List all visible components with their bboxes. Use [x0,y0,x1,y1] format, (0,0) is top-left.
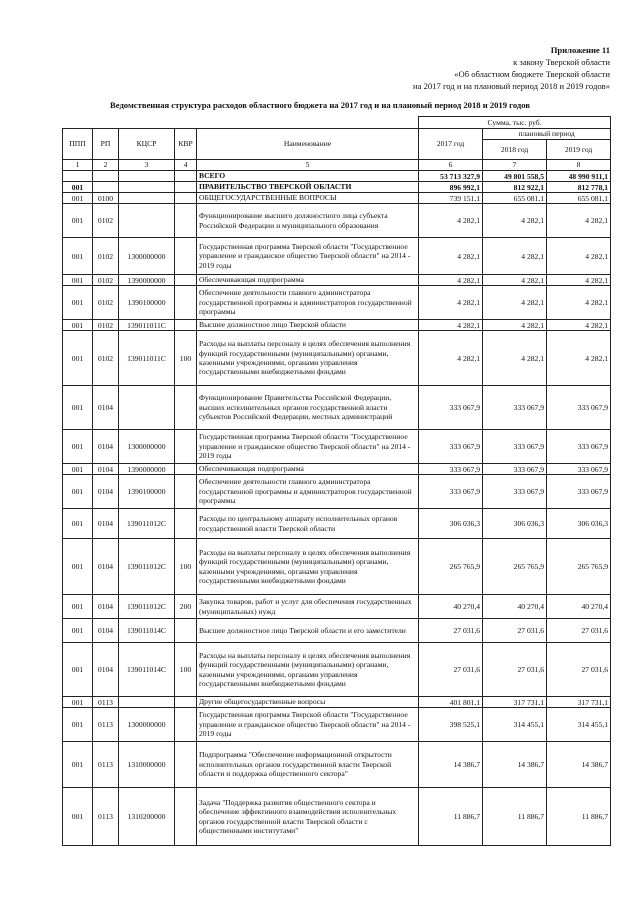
cell-name: Высшее должностное лицо Тверской области [197,320,419,331]
cell-2017: 14 386,7 [419,742,483,788]
cell-kcsr: 1300000000 [119,238,175,275]
cell-2017: 896 992,1 [419,182,483,193]
cell-name: Функционирование высшего должностного лица субъекта Российской Федерации и муниципального образования [197,204,419,238]
cell-ppp: 001 [63,643,93,697]
cell-rp: 0113 [93,708,119,742]
cell-ppp: 001 [63,742,93,788]
table-row [63,193,611,204]
cell-2018: 4 282,1 [483,238,547,275]
cell-2018: 11 886,7 [483,788,547,846]
appendix-line: к закону Тверской области [513,57,610,67]
cell-2017: 306 036,3 [419,509,483,539]
cell-2017: 4 282,1 [419,286,483,320]
cell-kvr [175,509,197,539]
column-number: 4 [175,160,197,171]
cell-2019: 333 067,9 [547,430,611,464]
cell-name: Обеспечение деятельности главного администратора государственной программы и администраторов государственной программы [197,286,419,320]
cell-2017: 333 067,9 [419,386,483,430]
cell-name: Государственная программа Тверской области "Государственное управление и гражданское общество Тверской области" на 2014 - 2019 годы [197,430,419,464]
cell-rp: 0104 [93,430,119,464]
column-number: 1 [63,160,93,171]
cell-rp: 0104 [93,475,119,509]
table-row [63,204,611,238]
cell-kcsr: 139011012С [119,595,175,619]
column-number: 7 [483,160,547,171]
table-row [63,539,611,595]
appendix-line: на 2017 год и на плановый период 2018 и 2019 годов» [413,81,610,91]
table-row [63,238,611,275]
header-planned-period: плановый период [483,129,611,140]
table-row [63,595,611,619]
cell-2018: 333 067,9 [483,464,547,475]
cell-ppp: 001 [63,193,93,204]
cell-rp: 0104 [93,509,119,539]
cell-rp: 0102 [93,331,119,386]
table-row [63,275,611,286]
cell-name: Государственная программа Тверской области "Государственное управление и гражданское общество Тверской области" на 2014 - 2019 годы [197,708,419,742]
table-row [63,619,611,643]
cell-kvr [175,619,197,643]
table-row [63,742,611,788]
cell-kcsr: 139011012С [119,509,175,539]
cell-rp: 0113 [93,697,119,708]
header-name: Наименование [197,129,419,160]
cell-2019: 333 067,9 [547,475,611,509]
column-number: 3 [119,160,175,171]
cell-kvr: 100 [175,539,197,595]
cell-kcsr: 139011014С [119,643,175,697]
cell-kcsr: 1390100000 [119,475,175,509]
cell-2019: 4 282,1 [547,204,611,238]
table-row [63,509,611,539]
cell-kcsr: 1310200000 [119,788,175,846]
cell-kcsr [119,386,175,430]
cell-ppp: 001 [63,788,93,846]
cell-name: Расходы по центральному аппарату исполнительных органов государственной власти Тверской области [197,509,419,539]
cell-2017: 4 282,1 [419,331,483,386]
cell-rp: 0102 [93,286,119,320]
cell-name: Обеспечивающая подпрограмма [197,275,419,286]
cell-rp: 0113 [93,742,119,788]
column-number: 6 [419,160,483,171]
cell-kcsr: 1390100000 [119,286,175,320]
table-row [63,464,611,475]
cell-2019: 314 455,1 [547,708,611,742]
cell-2019: 11 886,7 [547,788,611,846]
cell-2017: 333 067,9 [419,430,483,464]
cell-rp: 0102 [93,238,119,275]
cell-ppp: 001 [63,464,93,475]
cell-2017: 398 525,1 [419,708,483,742]
unit-label: Сумма, тыс. руб. [419,117,611,129]
cell-2018: 306 036,3 [483,509,547,539]
cell-ppp: 001 [63,475,93,509]
cell-2017: 27 031,6 [419,643,483,697]
cell-2017: 11 886,7 [419,788,483,846]
table-row [63,286,611,320]
cell-2018: 4 282,1 [483,331,547,386]
cell-kcsr [119,182,175,193]
cell-2018: 27 031,6 [483,619,547,643]
cell-rp: 0102 [93,275,119,286]
cell-kvr [175,286,197,320]
cell-ppp: 001 [63,286,93,320]
cell-kvr [175,475,197,509]
cell-kcsr [119,697,175,708]
table-row [63,788,611,846]
cell-2019: 14 386,7 [547,742,611,788]
cell-rp: 0102 [93,204,119,238]
table-row [63,386,611,430]
cell-2018: 333 067,9 [483,475,547,509]
cell-2019: 655 081,1 [547,193,611,204]
table-row [63,182,611,193]
cell-ppp: 001 [63,238,93,275]
cell-kvr [175,320,197,331]
appendix-title: Приложение 11 [550,45,610,55]
budget-table [62,116,611,846]
cell-ppp: 001 [63,182,93,193]
cell-rp: 0104 [93,643,119,697]
cell-2018: 317 731,1 [483,697,547,708]
cell-rp: 0104 [93,539,119,595]
cell-kvr: 100 [175,643,197,697]
column-number: 8 [547,160,611,171]
cell-kvr [175,275,197,286]
cell-kcsr [119,193,175,204]
column-number: 5 [197,160,419,171]
cell-2017: 333 067,9 [419,475,483,509]
cell-name: Расходы на выплаты персоналу в целях обеспечения выполнения функций государственными (муниципальными) органами, казенными учреждениями, органами управления государственными внебюджетными фондами [197,331,419,386]
cell-name: Обеспечение деятельности главного администратора государственной программы и администраторов государственной программы [197,475,419,509]
cell-name: Закупка товаров, работ и услуг для обеспечения государственных (муниципальных) нужд [197,595,419,619]
table-row [63,171,611,182]
cell-kcsr: 139011014С [119,619,175,643]
cell-2019: 812 778,1 [547,182,611,193]
cell-2017: 333 067,9 [419,464,483,475]
cell-2018: 655 081,1 [483,193,547,204]
cell-2017: 401 801,1 [419,697,483,708]
cell-ppp [63,171,93,182]
cell-kvr: 200 [175,595,197,619]
cell-rp: 0113 [93,788,119,846]
cell-2019: 4 282,1 [547,331,611,386]
cell-ppp: 001 [63,275,93,286]
header-2018: 2018 год [483,140,547,160]
cell-kvr [175,788,197,846]
cell-2019: 48 990 911,1 [547,171,611,182]
cell-name: ПРАВИТЕЛЬСТВО ТВЕРСКОЙ ОБЛАСТИ [197,182,419,193]
cell-kvr [175,430,197,464]
cell-name: Задача "Поддержка развития общественного сектора и обеспечение эффективного взаимодействия исполнительных органов государственной власти Тверской области с общественными институтами" [197,788,419,846]
cell-name: Государственная программа Тверской области "Государственное управление и гражданское общество Тверской области" на 2014 - 2019 годы [197,238,419,275]
cell-2017: 4 282,1 [419,275,483,286]
header-2019: 2019 год [547,140,611,160]
cell-kvr [175,386,197,430]
cell-name: Высшее должностное лицо Тверской области и его заместители [197,619,419,643]
cell-rp: 0100 [93,193,119,204]
cell-2017: 40 270,4 [419,595,483,619]
cell-2019: 27 031,6 [547,619,611,643]
cell-kcsr [119,204,175,238]
cell-2018: 27 031,6 [483,643,547,697]
cell-2018: 265 765,9 [483,539,547,595]
cell-kvr [175,742,197,788]
cell-kvr [175,204,197,238]
cell-2018: 40 270,4 [483,595,547,619]
cell-ppp: 001 [63,595,93,619]
cell-2017: 4 282,1 [419,238,483,275]
cell-2018: 4 282,1 [483,320,547,331]
appendix-block [413,44,610,92]
cell-kcsr: 1310000000 [119,742,175,788]
table-row [63,320,611,331]
table-row [63,643,611,697]
cell-2018: 812 922,1 [483,182,547,193]
cell-kvr [175,182,197,193]
cell-2019: 27 031,6 [547,643,611,697]
table-row [63,708,611,742]
cell-kvr [175,708,197,742]
cell-2019: 333 067,9 [547,386,611,430]
cell-2017: 53 713 327,9 [419,171,483,182]
table-row [63,697,611,708]
cell-2019: 306 036,3 [547,509,611,539]
cell-ppp: 001 [63,386,93,430]
cell-name: Расходы на выплаты персоналу в целях обеспечения выполнения функций государственными (муниципальными) органами, казенными учреждениями, органами управления государственными внебюджетными фондами [197,643,419,697]
cell-name: Подпрограмма "Обеспечение информационной открытости исполнительных органов государственной власти Тверской области и поддержка общественного сектора" [197,742,419,788]
cell-rp: 0102 [93,320,119,331]
cell-ppp: 001 [63,204,93,238]
cell-kcsr [119,171,175,182]
cell-kcsr: 1390000000 [119,464,175,475]
cell-2019: 333 067,9 [547,464,611,475]
table-row [63,331,611,386]
header-ppp: ППП [63,129,93,160]
cell-2018: 4 282,1 [483,286,547,320]
cell-name: Обеспечивающая подпрограмма [197,464,419,475]
cell-rp: 0104 [93,619,119,643]
cell-rp: 0104 [93,386,119,430]
cell-kcsr: 1300000000 [119,430,175,464]
cell-ppp: 001 [63,708,93,742]
cell-ppp: 001 [63,697,93,708]
cell-2019: 265 765,9 [547,539,611,595]
table-row [63,430,611,464]
cell-name: Другие общегосударственные вопросы [197,697,419,708]
cell-2018: 4 282,1 [483,204,547,238]
cell-rp: 0104 [93,464,119,475]
cell-2018: 333 067,9 [483,386,547,430]
cell-rp: 0104 [93,595,119,619]
cell-kcsr: 139011011С [119,320,175,331]
cell-2018: 333 067,9 [483,430,547,464]
cell-2019: 4 282,1 [547,238,611,275]
cell-2017: 739 151,1 [419,193,483,204]
cell-2017: 4 282,1 [419,204,483,238]
cell-ppp: 001 [63,509,93,539]
cell-kcsr: 1390000000 [119,275,175,286]
cell-2017: 4 282,1 [419,320,483,331]
column-number: 2 [93,160,119,171]
cell-kvr [175,697,197,708]
table-row [63,475,611,509]
cell-kvr [175,464,197,475]
cell-2019: 40 270,4 [547,595,611,619]
cell-rp [93,182,119,193]
document-title: Ведомственная структура расходов областного бюджета на 2017 год и на плановый период 2018 и 2019 годов [110,100,530,110]
cell-2018: 4 282,1 [483,275,547,286]
cell-name: Расходы на выплаты персоналу в целях обеспечения выполнения функций государственными (муниципальными) органами, казенными учреждениями, органами управления государственными внебюджетными фондами [197,539,419,595]
cell-ppp: 001 [63,619,93,643]
cell-kcsr: 1300000000 [119,708,175,742]
cell-2018: 49 801 558,5 [483,171,547,182]
cell-2019: 4 282,1 [547,275,611,286]
cell-2017: 27 031,6 [419,619,483,643]
cell-name: ОБЩЕГОСУДАРСТВЕННЫЕ ВОПРОСЫ [197,193,419,204]
cell-name: ВСЕГО [197,171,419,182]
header-2017: 2017 год [419,129,483,160]
cell-2019: 4 282,1 [547,320,611,331]
cell-2018: 314 455,1 [483,708,547,742]
cell-2019: 4 282,1 [547,286,611,320]
cell-kcsr: 139011012С [119,539,175,595]
header-kcsr: КЦСР [119,129,175,160]
cell-ppp: 001 [63,320,93,331]
header-rp: РП [93,129,119,160]
cell-kvr [175,171,197,182]
appendix-line: «Об областном бюджете Тверской области [454,69,610,79]
cell-2017: 265 765,9 [419,539,483,595]
cell-ppp: 001 [63,331,93,386]
cell-kvr [175,238,197,275]
cell-2019: 317 731,1 [547,697,611,708]
cell-2018: 14 386,7 [483,742,547,788]
cell-kvr [175,193,197,204]
cell-rp [93,171,119,182]
cell-ppp: 001 [63,539,93,595]
cell-ppp: 001 [63,430,93,464]
header-kvr: КВР [175,129,197,160]
cell-kvr: 100 [175,331,197,386]
cell-name: Функционирование Правительства Российской Федерации, высших исполнительных органов государственной власти субъектов Российской Федерации, местных администраций [197,386,419,430]
cell-kcsr: 139011011С [119,331,175,386]
